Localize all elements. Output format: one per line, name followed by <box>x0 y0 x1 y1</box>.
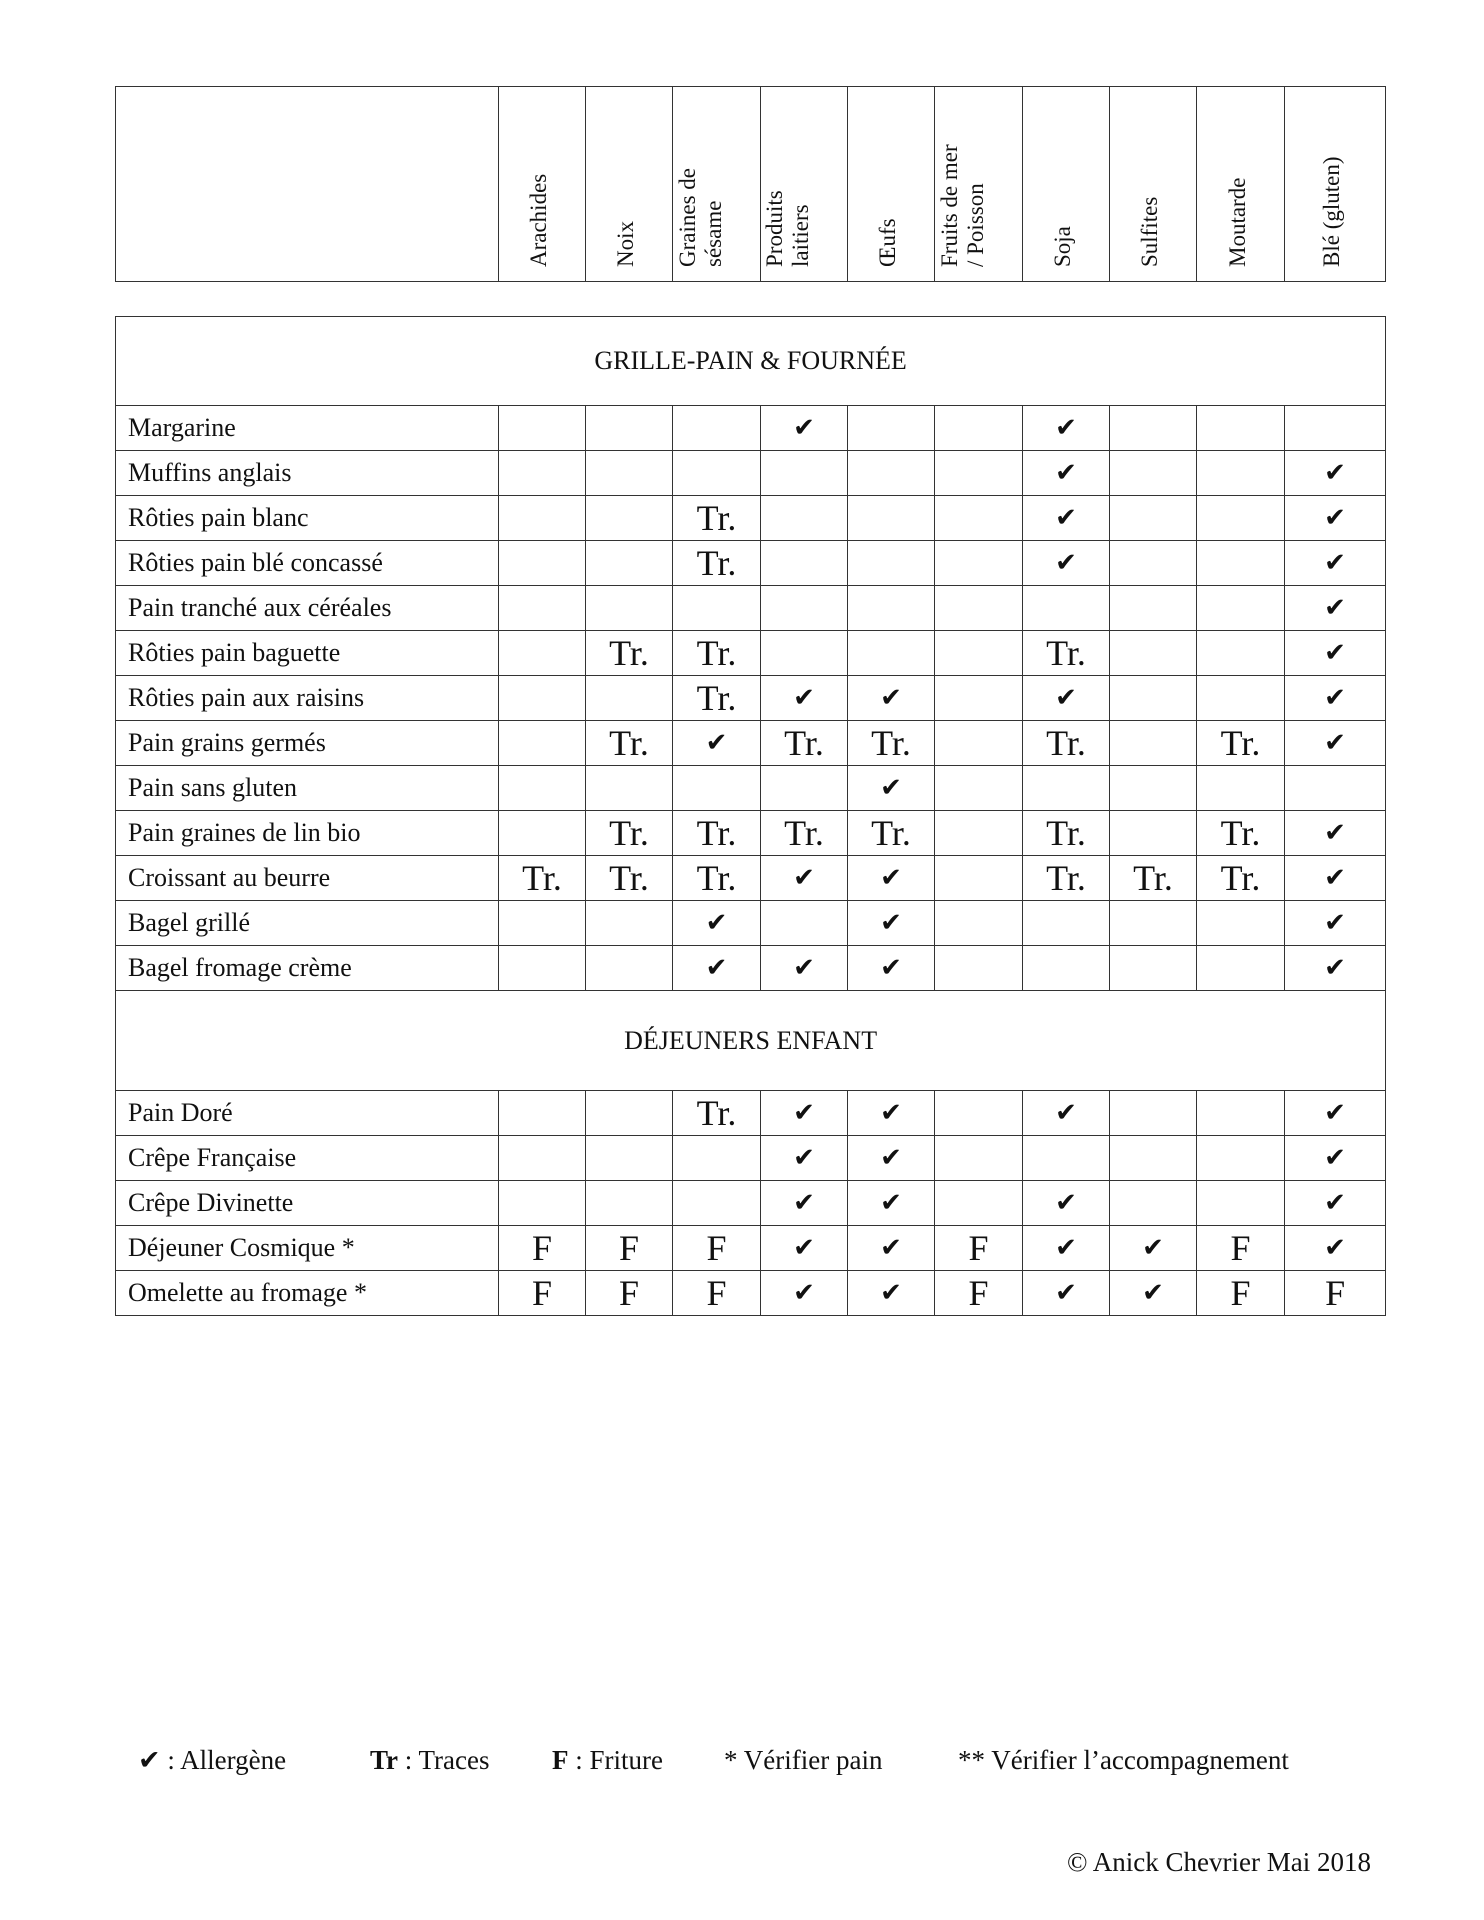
column-header <box>1285 87 1386 282</box>
allergen-cell: F <box>1197 1226 1285 1271</box>
check-icon: ✔ <box>761 946 848 991</box>
item-name: Crêpe Divinette <box>116 1181 499 1226</box>
section-title: DÉJEUNERS ENFANT <box>116 991 1386 1091</box>
column-header <box>673 87 761 282</box>
allergen-cell <box>1023 1136 1110 1181</box>
table-row <box>116 496 1386 541</box>
allergen-cell <box>1110 586 1197 631</box>
allergen-cell: Tr. <box>1110 856 1197 901</box>
allergen-cell <box>673 451 761 496</box>
allergen-cell <box>1110 766 1197 811</box>
check-icon: ✔ <box>848 946 935 991</box>
allergen-header-row <box>116 87 1386 282</box>
item-name: Pain sans gluten <box>116 766 499 811</box>
allergen-cell <box>1110 946 1197 991</box>
check-icon: ✔ <box>761 1136 848 1181</box>
check-icon: ✔ <box>1285 946 1386 991</box>
allergen-cell: Tr. <box>586 811 673 856</box>
allergen-cell <box>1110 631 1197 676</box>
allergen-cell <box>1023 586 1110 631</box>
allergen-cell <box>673 766 761 811</box>
allergen-cell: F <box>586 1271 673 1316</box>
column-header <box>1023 87 1110 282</box>
allergen-cell <box>848 631 935 676</box>
check-icon: ✔ <box>1023 1271 1110 1316</box>
allergen-cell: F <box>673 1271 761 1316</box>
check-icon: ✔ <box>1285 631 1386 676</box>
table-row <box>116 631 1386 676</box>
allergen-cell: Tr. <box>1197 856 1285 901</box>
table-row <box>116 1181 1386 1226</box>
allergen-cell: Tr. <box>761 811 848 856</box>
allergen-cell <box>1110 406 1197 451</box>
allergen-cell <box>1285 766 1386 811</box>
check-icon: ✔ <box>673 901 761 946</box>
check-icon: ✔ <box>848 676 935 721</box>
header-blank-cell <box>116 87 499 282</box>
allergen-cell <box>935 811 1023 856</box>
allergen-cell <box>586 946 673 991</box>
allergen-header-table <box>115 86 1386 282</box>
allergen-cell <box>1197 766 1285 811</box>
allergen-cell <box>586 541 673 586</box>
column-header-label: Soja <box>1050 226 1075 267</box>
table-row <box>116 856 1386 901</box>
allergen-cell: Tr. <box>673 541 761 586</box>
allergen-cell <box>1197 496 1285 541</box>
allergen-cell <box>499 901 586 946</box>
allergen-cell: Tr. <box>1197 811 1285 856</box>
check-icon: ✔ <box>1285 1136 1386 1181</box>
check-icon: ✔ <box>138 1745 161 1775</box>
check-icon: ✔ <box>1285 811 1386 856</box>
check-icon: ✔ <box>761 856 848 901</box>
allergen-cell <box>499 721 586 766</box>
check-icon: ✔ <box>1023 406 1110 451</box>
allergen-cell <box>673 406 761 451</box>
check-icon: ✔ <box>1285 676 1386 721</box>
allergen-cell <box>499 766 586 811</box>
allergen-table <box>115 316 1386 1316</box>
column-header <box>1110 87 1197 282</box>
check-icon: ✔ <box>1285 1091 1386 1136</box>
allergen-cell: Tr. <box>1023 811 1110 856</box>
allergen-cell <box>1197 541 1285 586</box>
allergen-cell <box>673 586 761 631</box>
allergen-cell <box>935 946 1023 991</box>
item-name: Rôties pain blanc <box>116 496 499 541</box>
allergen-cell <box>1197 946 1285 991</box>
allergen-cell <box>1110 811 1197 856</box>
check-icon: ✔ <box>848 901 935 946</box>
column-header <box>761 87 848 282</box>
allergen-cell <box>848 451 935 496</box>
item-name: Omelette au fromage * <box>116 1271 499 1316</box>
check-icon: ✔ <box>848 1226 935 1271</box>
table-row <box>116 1271 1386 1316</box>
check-icon: ✔ <box>673 946 761 991</box>
check-icon: ✔ <box>1023 451 1110 496</box>
allergen-cell: Tr. <box>499 856 586 901</box>
section-title: GRILLE-PAIN & FOURNÉE <box>116 317 1386 406</box>
allergen-cell <box>586 586 673 631</box>
allergen-cell <box>1197 406 1285 451</box>
item-name: Bagel fromage crème <box>116 946 499 991</box>
allergen-cell <box>1110 1181 1197 1226</box>
allergen-cell <box>761 496 848 541</box>
check-icon: ✔ <box>1023 676 1110 721</box>
allergen-cell <box>935 586 1023 631</box>
allergen-cell <box>499 406 586 451</box>
allergen-cell <box>499 496 586 541</box>
check-icon: ✔ <box>761 1091 848 1136</box>
column-header-label: Graines de sésame <box>674 168 726 267</box>
allergen-cell <box>1197 586 1285 631</box>
check-icon: ✔ <box>848 1181 935 1226</box>
allergen-cell <box>761 631 848 676</box>
allergen-cell <box>499 1181 586 1226</box>
check-icon: ✔ <box>1110 1226 1197 1271</box>
check-icon: ✔ <box>1285 1181 1386 1226</box>
check-icon: ✔ <box>1285 901 1386 946</box>
allergen-cell <box>1110 1091 1197 1136</box>
allergen-cell: Tr. <box>586 856 673 901</box>
copyright: © Anick Chevrier Mai 2018 <box>1067 1847 1371 1877</box>
table-row <box>116 676 1386 721</box>
table-row <box>116 586 1386 631</box>
allergen-cell <box>586 676 673 721</box>
check-icon: ✔ <box>1285 541 1386 586</box>
check-icon: ✔ <box>1023 496 1110 541</box>
allergen-cell <box>935 901 1023 946</box>
allergen-cell <box>935 451 1023 496</box>
allergen-cell <box>499 946 586 991</box>
allergen-cell: Tr. <box>586 721 673 766</box>
allergen-cell <box>761 766 848 811</box>
check-icon: ✔ <box>673 721 761 766</box>
allergen-cell <box>586 451 673 496</box>
check-icon: ✔ <box>1285 721 1386 766</box>
allergen-cell <box>1197 901 1285 946</box>
check-icon: ✔ <box>1110 1271 1197 1316</box>
allergen-cell: Tr. <box>673 856 761 901</box>
allergen-cell <box>499 541 586 586</box>
item-name: Pain graines de lin bio <box>116 811 499 856</box>
allergen-cell <box>935 1136 1023 1181</box>
allergen-cell: Tr. <box>673 811 761 856</box>
allergen-cell <box>1023 766 1110 811</box>
allergen-cell <box>848 406 935 451</box>
check-icon: ✔ <box>848 1271 935 1316</box>
allergen-cell <box>1110 1136 1197 1181</box>
allergen-cell <box>935 496 1023 541</box>
allergen-cell <box>1197 1136 1285 1181</box>
column-header-label: Fruits de mer / Poisson <box>936 144 988 267</box>
allergen-cell <box>586 766 673 811</box>
item-name: Muffins anglais <box>116 451 499 496</box>
allergen-cell: Tr. <box>673 1091 761 1136</box>
column-header <box>499 87 586 282</box>
allergen-cell <box>673 1136 761 1181</box>
allergen-cell <box>499 676 586 721</box>
column-header-label: Produits laitiers <box>762 190 813 267</box>
allergen-cell <box>848 496 935 541</box>
allergen-cell <box>1023 946 1110 991</box>
allergen-cell <box>1285 406 1386 451</box>
allergen-cell: F <box>935 1271 1023 1316</box>
legend-traces: Tr : Traces <box>370 1745 490 1775</box>
allergen-cell: F <box>499 1271 586 1316</box>
allergen-cell: Tr. <box>673 676 761 721</box>
check-icon: ✔ <box>848 1091 935 1136</box>
allergen-cell <box>1197 676 1285 721</box>
allergen-cell <box>499 451 586 496</box>
item-name: Pain Doré <box>116 1091 499 1136</box>
item-name: Crêpe Française <box>116 1136 499 1181</box>
allergen-cell: Tr. <box>586 631 673 676</box>
allergen-cell <box>935 1181 1023 1226</box>
check-icon: ✔ <box>1285 451 1386 496</box>
table-row <box>116 406 1386 451</box>
table-row <box>116 1091 1386 1136</box>
allergen-cell <box>499 586 586 631</box>
allergen-cell <box>1023 901 1110 946</box>
allergen-cell <box>586 496 673 541</box>
section-row <box>116 991 1386 1091</box>
allergen-cell <box>673 1181 761 1226</box>
allergen-cell <box>499 1136 586 1181</box>
check-icon: ✔ <box>1023 1181 1110 1226</box>
table-row <box>116 946 1386 991</box>
check-icon: ✔ <box>761 406 848 451</box>
column-header-label: Noix <box>613 221 638 267</box>
table-row <box>116 1226 1386 1271</box>
allergen-cell: Tr. <box>1023 721 1110 766</box>
allergen-cell <box>761 451 848 496</box>
allergen-cell <box>935 856 1023 901</box>
column-header <box>586 87 673 282</box>
column-header <box>1197 87 1285 282</box>
allergen-cell <box>935 721 1023 766</box>
allergen-cell: Tr. <box>673 496 761 541</box>
check-icon: ✔ <box>848 766 935 811</box>
item-name: Bagel grillé <box>116 901 499 946</box>
allergen-cell: Tr. <box>1023 631 1110 676</box>
legend-friture: F : Friture <box>552 1745 663 1775</box>
allergen-cell <box>935 406 1023 451</box>
table-row <box>116 811 1386 856</box>
check-icon: ✔ <box>1285 496 1386 541</box>
table-row <box>116 766 1386 811</box>
item-name: Déjeuner Cosmique * <box>116 1226 499 1271</box>
allergen-cell: F <box>499 1226 586 1271</box>
table-row <box>116 451 1386 496</box>
item-name: Rôties pain aux raisins <box>116 676 499 721</box>
allergen-cell <box>848 541 935 586</box>
legend-verifier-pain: * Vérifier pain <box>724 1745 883 1775</box>
allergen-cell: Tr. <box>1023 856 1110 901</box>
column-header-label: Sulfites <box>1137 196 1162 267</box>
allergen-cell: Tr. <box>848 721 935 766</box>
allergen-cell: Tr. <box>848 811 935 856</box>
check-icon: ✔ <box>761 676 848 721</box>
check-icon: ✔ <box>848 1136 935 1181</box>
section-row <box>116 317 1386 406</box>
allergen-cell <box>1110 496 1197 541</box>
check-icon: ✔ <box>1023 541 1110 586</box>
check-icon: ✔ <box>761 1181 848 1226</box>
item-name: Rôties pain baguette <box>116 631 499 676</box>
allergen-cell: Tr. <box>761 721 848 766</box>
legend-verifier-accompagnement: ** Vérifier l’accompagnement <box>958 1745 1289 1775</box>
allergen-cell <box>1197 1181 1285 1226</box>
allergen-cell <box>1110 541 1197 586</box>
allergen-cell: Tr. <box>673 631 761 676</box>
check-icon: ✔ <box>1285 1226 1386 1271</box>
allergen-cell <box>586 1091 673 1136</box>
allergen-cell <box>499 1091 586 1136</box>
allergen-cell <box>586 901 673 946</box>
check-icon: ✔ <box>761 1271 848 1316</box>
allergen-cell <box>1197 451 1285 496</box>
legend-allergen: ✔ : Allergène <box>138 1745 287 1775</box>
table-row <box>116 1136 1386 1181</box>
column-header-label: Moutarde <box>1224 177 1250 267</box>
allergen-cell <box>586 1181 673 1226</box>
table-row <box>116 721 1386 766</box>
allergen-cell <box>1110 721 1197 766</box>
item-name: Pain grains germés <box>116 721 499 766</box>
allergen-cell: F <box>586 1226 673 1271</box>
allergen-cell: F <box>1197 1271 1285 1316</box>
allergen-cell <box>935 631 1023 676</box>
check-icon: ✔ <box>1023 1226 1110 1271</box>
allergen-cell: F <box>673 1226 761 1271</box>
allergen-cell <box>761 541 848 586</box>
check-icon: ✔ <box>1023 1091 1110 1136</box>
column-header <box>935 87 1023 282</box>
check-icon: ✔ <box>1285 586 1386 631</box>
allergen-cell <box>1110 901 1197 946</box>
allergen-cell <box>935 766 1023 811</box>
column-header-label: Œufs <box>875 218 900 267</box>
check-icon: ✔ <box>761 1226 848 1271</box>
allergen-cell <box>586 1136 673 1181</box>
allergen-cell <box>935 1091 1023 1136</box>
allergen-cell <box>499 631 586 676</box>
allergen-cell <box>761 586 848 631</box>
check-icon: ✔ <box>1285 856 1386 901</box>
allergen-cell <box>848 586 935 631</box>
check-icon: ✔ <box>848 856 935 901</box>
item-name: Pain tranché aux céréales <box>116 586 499 631</box>
item-name: Rôties pain blé concassé <box>116 541 499 586</box>
allergen-cell: F <box>1285 1271 1386 1316</box>
table-row <box>116 901 1386 946</box>
column-header-label: Arachides <box>526 173 551 267</box>
table-row <box>116 541 1386 586</box>
allergen-cell: Tr. <box>1197 721 1285 766</box>
allergen-cell <box>761 901 848 946</box>
allergen-cell <box>1110 451 1197 496</box>
allergen-cell <box>499 811 586 856</box>
allergen-cell <box>1110 676 1197 721</box>
item-name: Croissant au beurre <box>116 856 499 901</box>
allergen-cell: F <box>935 1226 1023 1271</box>
allergen-cell <box>935 541 1023 586</box>
allergen-cell <box>1197 1091 1285 1136</box>
column-header <box>848 87 935 282</box>
allergen-cell <box>586 406 673 451</box>
item-name: Margarine <box>116 406 499 451</box>
allergen-cell <box>935 676 1023 721</box>
column-header-label: Blé (gluten) <box>1319 156 1344 267</box>
allergen-cell <box>1197 631 1285 676</box>
